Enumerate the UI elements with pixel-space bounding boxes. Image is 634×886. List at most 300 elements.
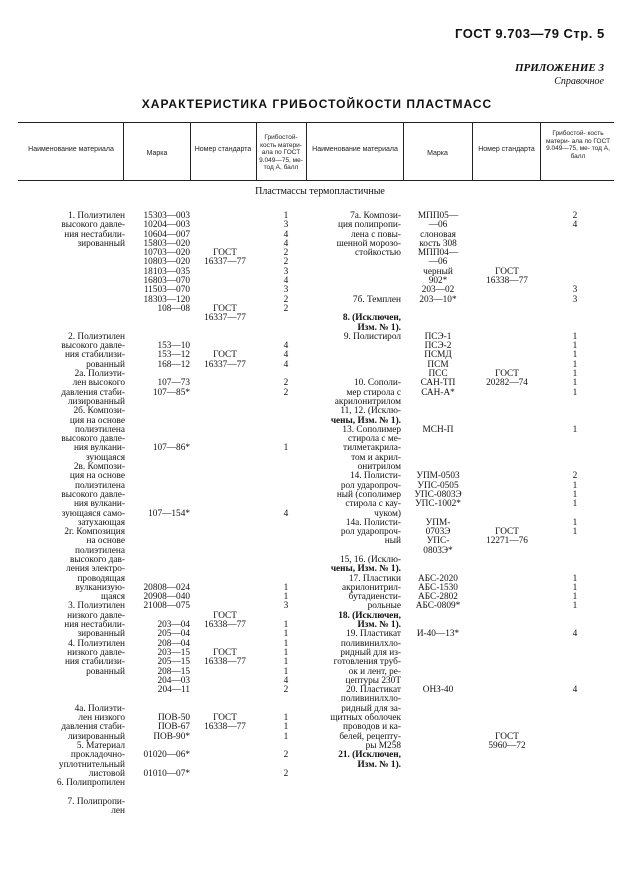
- cell-line: [128, 482, 190, 491]
- cell-line: 1: [572, 517, 578, 528]
- cell-line: [195, 231, 255, 240]
- page-header: ГОСТ 9.703—79 Стр. 5: [455, 26, 605, 41]
- cell-line: шенной морозо-: [336, 238, 401, 249]
- cell-line: 4: [572, 220, 578, 231]
- cell-line: готовления труб-: [333, 657, 401, 668]
- cell-line: [272, 454, 300, 463]
- cell-line: высокого давле-: [61, 220, 125, 231]
- cell-line: [272, 426, 300, 435]
- appendix-subtitle: Справочное: [554, 76, 604, 87]
- cell-line: 2: [283, 378, 289, 389]
- cell-line: [195, 398, 255, 407]
- cell-line: [474, 305, 540, 314]
- cell-line: [405, 640, 471, 649]
- cell-line: рольные: [367, 601, 401, 612]
- cell-line: 10. Сополи-: [353, 378, 401, 389]
- cell-line: [195, 630, 255, 639]
- cell-line: [474, 547, 540, 556]
- cell-line: 1: [283, 443, 289, 454]
- cell-line: 3: [572, 285, 578, 296]
- section-subtitle: Пластмассы термопластичные: [255, 186, 385, 197]
- cell-line: лен: [111, 806, 125, 816]
- cell-line: 10604—007: [143, 229, 190, 240]
- cell-line: 902*: [428, 276, 448, 287]
- cell-line: САН-А*: [421, 387, 455, 398]
- cell-line: стирола с кау-: [345, 499, 401, 510]
- cell-line: [33, 686, 125, 695]
- cell-line: 205—04: [157, 629, 190, 640]
- cell-line: [307, 361, 401, 370]
- col-header-mark: Марка: [146, 150, 168, 157]
- cell-line: 21. (Исключен,: [338, 750, 401, 761]
- cell-line: [474, 296, 540, 305]
- cell-line: [195, 417, 255, 426]
- cell-line: 1: [572, 573, 578, 584]
- cell-line: [560, 435, 590, 444]
- cell-line: [405, 454, 471, 463]
- cell-line: высокого давле-: [61, 489, 125, 500]
- cell-line: 1: [283, 666, 289, 677]
- cell-line: ния нестабили-: [64, 229, 125, 240]
- cell-line: 107—73: [157, 378, 190, 389]
- cell-line: [405, 305, 471, 314]
- cell-line: —06: [428, 220, 448, 231]
- cell-line: ПОВ-90*: [153, 731, 190, 742]
- cell-line: [33, 677, 125, 686]
- cell-line: [195, 435, 255, 444]
- cell-line: [33, 268, 125, 277]
- cell-line: 5. Материал: [76, 740, 125, 751]
- cell-line: [128, 426, 190, 435]
- table-title: ХАРАКТЕРИСТИКА ГРИБОСТОЙКОСТИ ПЛАСТМАСС: [141, 97, 493, 111]
- cell-line: [128, 463, 190, 472]
- cell-line: [474, 630, 540, 639]
- cell-line: стойкостью: [355, 248, 401, 259]
- cell-line: 1: [572, 331, 578, 342]
- cell-line: [195, 286, 255, 295]
- cell-line: [307, 258, 401, 267]
- cell-line: [560, 240, 590, 249]
- cell-line: полиэтилена: [74, 424, 125, 435]
- cell-line: 1: [572, 527, 578, 538]
- cell-line: [474, 231, 540, 240]
- right-names-column: [307, 212, 401, 770]
- left-standards-column: [195, 212, 255, 733]
- cell-line: чены, Изм. № 1).: [330, 415, 401, 426]
- cell-line: 1: [283, 582, 289, 593]
- cell-line: [474, 435, 540, 444]
- col-header-name-2: Наименование материала: [312, 146, 398, 153]
- cell-line: 20282—74: [486, 378, 528, 389]
- cell-line: 2: [283, 303, 289, 314]
- cell-line: 1: [572, 387, 578, 398]
- cell-line: 20908—040: [143, 592, 190, 603]
- cell-line: 2: [283, 750, 289, 761]
- cell-line: [128, 314, 190, 323]
- cell-line: ПОВ-67: [157, 722, 190, 733]
- cell-line: АБС-0809*: [415, 601, 461, 612]
- cell-line: 1: [572, 424, 578, 435]
- cell-line: 1: [283, 629, 289, 640]
- cell-line: [195, 407, 255, 416]
- cell-line: ОНЗ-40: [422, 685, 454, 696]
- cell-line: 1: [572, 369, 578, 380]
- cell-line: [474, 472, 540, 481]
- cell-line: 2а. Полиэти-: [74, 369, 125, 380]
- cell-line: [195, 668, 255, 677]
- cell-line: рованный: [86, 359, 125, 370]
- cell-line: 1: [572, 582, 578, 593]
- cell-line: ПСЭ-2: [424, 341, 452, 352]
- cell-line: [405, 612, 471, 621]
- cell-line: [560, 398, 590, 407]
- col-divider: [472, 122, 473, 180]
- cell-line: [128, 472, 190, 481]
- cell-line: высокого давле-: [61, 434, 125, 445]
- cell-line: [560, 649, 590, 658]
- cell-line: акрилонитрилом: [334, 396, 401, 407]
- cell-line: 10204—003: [143, 220, 190, 231]
- cell-line: УПС-0803Э: [414, 489, 462, 500]
- cell-line: 2г. Композиция: [64, 527, 125, 538]
- cell-line: 1: [283, 731, 289, 742]
- cell-line: [474, 584, 540, 593]
- cell-line: [474, 640, 540, 649]
- cell-line: [474, 705, 540, 714]
- cell-line: щитных оболочек: [330, 713, 401, 724]
- cell-line: рованный: [86, 666, 125, 677]
- cell-line: [474, 324, 540, 333]
- table-top-rule: [18, 122, 614, 123]
- cell-line: затухающая: [77, 517, 125, 528]
- cell-line: 4: [572, 685, 578, 696]
- cell-line: 203—02: [421, 285, 455, 296]
- cell-line: ПОВ-50: [157, 713, 190, 724]
- cell-line: полиэтилена: [74, 545, 125, 556]
- cell-line: [405, 556, 471, 565]
- cell-line: АБС-2020: [418, 573, 458, 584]
- cell-line: [307, 351, 401, 360]
- cell-line: 1: [283, 638, 289, 649]
- cell-line: [474, 575, 540, 584]
- cell-line: [33, 258, 125, 267]
- cell-line: 1: [283, 211, 289, 221]
- cell-line: [560, 454, 590, 463]
- cell-line: [128, 324, 190, 333]
- col-header-fungus: Грибостой- кость матери- ала по ГОСТ 9.049—75, ме- тод А, балл: [259, 134, 303, 171]
- cell-line: [474, 602, 540, 611]
- right-fungus-column: [560, 212, 590, 695]
- cell-line: 2: [283, 294, 289, 305]
- cell-line: 0803Э*: [423, 545, 453, 556]
- cell-line: листовой: [88, 768, 125, 779]
- cell-line: высокого дав-: [69, 554, 125, 565]
- cell-line: 1: [572, 359, 578, 370]
- cell-line: ления электро-: [66, 564, 125, 575]
- col-divider: [256, 122, 257, 180]
- cell-line: [474, 463, 540, 472]
- cell-line: [272, 324, 300, 333]
- cell-line: [405, 314, 471, 323]
- cell-line: [474, 454, 540, 463]
- cell-line: давления стаби-: [61, 387, 125, 398]
- cell-line: черный: [423, 266, 453, 277]
- cell-line: 16338—77: [204, 722, 246, 733]
- cell-line: кость 308: [419, 238, 457, 249]
- cell-line: 3: [283, 220, 289, 231]
- cell-line: АБС-1530: [418, 582, 458, 593]
- cell-line: [272, 417, 300, 426]
- cell-line: 4: [283, 508, 289, 519]
- cell-line: 108—08: [157, 303, 190, 314]
- cell-line: [560, 231, 590, 240]
- cell-line: ПСМД: [424, 350, 452, 361]
- cell-line: 4: [283, 341, 289, 352]
- cell-line: зированный: [77, 629, 125, 640]
- cell-line: [474, 510, 540, 519]
- cell-line: [474, 695, 540, 704]
- cell-line: [560, 258, 590, 267]
- cell-line: [195, 528, 255, 537]
- appendix-label: [515, 62, 604, 88]
- cell-line: [272, 491, 300, 500]
- cell-line: [474, 556, 540, 565]
- cell-line: зующаяся: [85, 452, 125, 463]
- cell-line: [128, 454, 190, 463]
- cell-line: [272, 463, 300, 472]
- cell-line: мер стирола с: [346, 387, 401, 398]
- cell-line: 10803—020: [143, 257, 190, 268]
- cell-line: [195, 472, 255, 481]
- cell-line: 1: [572, 601, 578, 612]
- cell-line: 5960—72: [488, 740, 526, 751]
- cell-line: УПС-1002*: [415, 499, 461, 510]
- cell-line: тилметакрила-: [343, 443, 401, 454]
- cell-line: 4: [283, 229, 289, 240]
- cell-line: [560, 640, 590, 649]
- cell-line: [405, 407, 471, 416]
- cell-line: прокладочно-: [70, 750, 125, 761]
- cell-line: [560, 314, 590, 323]
- cell-line: [128, 695, 190, 704]
- cell-line: ГОСТ: [213, 647, 237, 658]
- cell-line: МПП04—: [417, 248, 459, 259]
- cell-line: [195, 519, 255, 528]
- cell-line: 4: [283, 350, 289, 361]
- cell-line: [474, 249, 540, 258]
- cell-line: 2: [283, 768, 289, 779]
- cell-line: белей, рецепту-: [339, 731, 401, 742]
- cell-line: [128, 417, 190, 426]
- cell-line: [560, 444, 590, 453]
- cell-line: [272, 695, 300, 704]
- cell-line: 15, 16. (Исклю-: [339, 554, 401, 565]
- cell-line: 7. Полипропи-: [67, 796, 125, 807]
- cell-line: 6. Полипропилен: [56, 778, 125, 789]
- cell-line: бутадиенсти-: [348, 592, 401, 603]
- cell-line: 7б. Темплен: [352, 294, 401, 305]
- cell-line: 20. Пластикат: [346, 685, 401, 696]
- cell-line: ГОСТ: [213, 303, 237, 314]
- cell-line: —06: [428, 257, 448, 268]
- right-standards-column: [474, 212, 540, 751]
- cell-line: 4: [283, 359, 289, 370]
- cell-line: ГОСТ: [495, 266, 519, 277]
- cell-line: [272, 407, 300, 416]
- cell-line: на основе: [86, 536, 125, 547]
- cell-line: ПСЭ-1: [424, 331, 452, 342]
- cell-line: 4. Полиэтилен: [68, 638, 125, 649]
- cell-line: ГОСТ: [213, 610, 237, 621]
- cell-line: 19. Пластикат: [346, 629, 401, 640]
- cell-line: стирола с ме-: [348, 434, 401, 445]
- cell-line: [195, 677, 255, 686]
- col-header-std-2: Номер стандарта: [478, 146, 535, 153]
- cell-line: [195, 575, 255, 584]
- cell-line: высокого давле-: [61, 341, 125, 352]
- cell-line: 21008—075: [143, 601, 190, 612]
- cell-line: [474, 686, 540, 695]
- cell-line: 204—11: [157, 685, 190, 696]
- cell-line: [195, 565, 255, 574]
- cell-line: 3: [283, 285, 289, 296]
- cell-line: [560, 547, 590, 556]
- cell-line: [195, 212, 255, 221]
- cell-line: 17. Пластики: [348, 573, 401, 584]
- cell-line: 1: [283, 657, 289, 668]
- cell-line: [560, 668, 590, 677]
- cell-line: [33, 286, 125, 295]
- cell-line: лена с повы-: [351, 229, 401, 240]
- cell-line: [474, 314, 540, 323]
- cell-line: 16338—77: [486, 276, 528, 287]
- cell-line: 153—10: [157, 341, 190, 352]
- cell-line: чены, Изм. № 1).: [330, 564, 401, 575]
- cell-line: ция на основе: [69, 471, 125, 482]
- left-marks-column: [128, 212, 190, 779]
- col-divider: [123, 122, 124, 180]
- cell-line: [474, 407, 540, 416]
- cell-line: 8. (Исключен,: [342, 313, 401, 324]
- cell-line: [195, 221, 255, 230]
- cell-line: [33, 305, 125, 314]
- cell-line: [272, 472, 300, 481]
- cell-line: 16338—77: [204, 620, 246, 631]
- cell-line: [195, 389, 255, 398]
- cell-line: УПМ-: [425, 517, 451, 528]
- cell-line: [307, 342, 401, 351]
- cell-line: 15803—020: [143, 238, 190, 249]
- cell-line: ния нестабили-: [64, 620, 125, 631]
- cell-line: [33, 314, 125, 323]
- cell-line: 16803—070: [143, 276, 190, 287]
- cell-line: [474, 240, 540, 249]
- cell-line: [474, 500, 540, 509]
- cell-line: [128, 398, 190, 407]
- cell-line: ция на основе: [69, 415, 125, 426]
- cell-line: [474, 593, 540, 602]
- cell-line: [128, 528, 190, 537]
- left-names-column: [33, 212, 125, 816]
- cell-line: [272, 547, 300, 556]
- cell-line: лизированный: [67, 396, 125, 407]
- cell-line: акрилонитрил-: [341, 582, 401, 593]
- cell-line: 107—86*: [152, 443, 190, 454]
- cell-line: [560, 305, 590, 314]
- cell-line: 1: [283, 592, 289, 603]
- cell-line: [272, 519, 300, 528]
- cell-line: 1: [572, 350, 578, 361]
- cell-line: 4: [283, 675, 289, 686]
- cell-line: УПМ-0503: [416, 471, 460, 482]
- cell-line: ридный для за-: [341, 703, 401, 714]
- cell-line: 2: [283, 387, 289, 398]
- cell-line: 16337—77: [204, 313, 246, 324]
- cell-line: УПС-: [426, 536, 450, 547]
- cell-line: 4а. Полиэти-: [74, 703, 125, 714]
- cell-line: ок и лент, ре-: [348, 666, 401, 677]
- col-divider: [540, 122, 541, 180]
- cell-line: 3: [283, 266, 289, 277]
- cell-line: онитрилом: [357, 462, 401, 473]
- cell-line: ция полипропи-: [338, 220, 401, 231]
- cell-line: 4: [572, 629, 578, 640]
- cell-line: [272, 314, 300, 323]
- cell-line: [474, 417, 540, 426]
- cell-line: ГОСТ: [213, 350, 237, 361]
- cell-line: 0703Э: [425, 527, 451, 538]
- cell-line: 2: [572, 471, 578, 482]
- cell-line: УПС-0505: [417, 480, 459, 491]
- cell-line: 4: [283, 276, 289, 287]
- cell-line: ГОСТ: [495, 731, 519, 742]
- cell-line: [195, 491, 255, 500]
- cell-line: [405, 435, 471, 444]
- cell-line: 1: [283, 713, 289, 724]
- cell-line: [272, 482, 300, 491]
- header-bottom-rule: [18, 180, 614, 181]
- col-divider: [306, 122, 307, 180]
- cell-line: [474, 221, 540, 230]
- cell-line: 107—154*: [148, 508, 190, 519]
- cell-line: [560, 612, 590, 621]
- left-fungus-column: [272, 212, 300, 779]
- cell-line: 2: [572, 211, 578, 221]
- cell-line: [33, 277, 125, 286]
- cell-line: [195, 482, 255, 491]
- cell-line: [560, 556, 590, 565]
- cell-line: 168—12: [157, 359, 190, 370]
- cell-line: [195, 370, 255, 379]
- cell-line: ГОСТ: [495, 369, 519, 380]
- cell-line: [128, 537, 190, 546]
- cell-line: 12271—76: [486, 536, 528, 547]
- cell-line: [474, 444, 540, 453]
- cell-line: [195, 695, 255, 704]
- cell-line: [405, 398, 471, 407]
- col-header-mark-2: Марка: [427, 150, 448, 157]
- cell-line: цептуры 230Т: [345, 675, 401, 686]
- cell-line: [474, 342, 540, 351]
- cell-line: низкого давле-: [67, 647, 125, 658]
- cell-line: [195, 686, 255, 695]
- cell-line: [560, 658, 590, 667]
- cell-line: Изм. № 1).: [357, 759, 401, 770]
- cell-line: [272, 537, 300, 546]
- cell-line: 1: [572, 480, 578, 491]
- cell-line: [474, 398, 540, 407]
- cell-line: 2: [283, 248, 289, 259]
